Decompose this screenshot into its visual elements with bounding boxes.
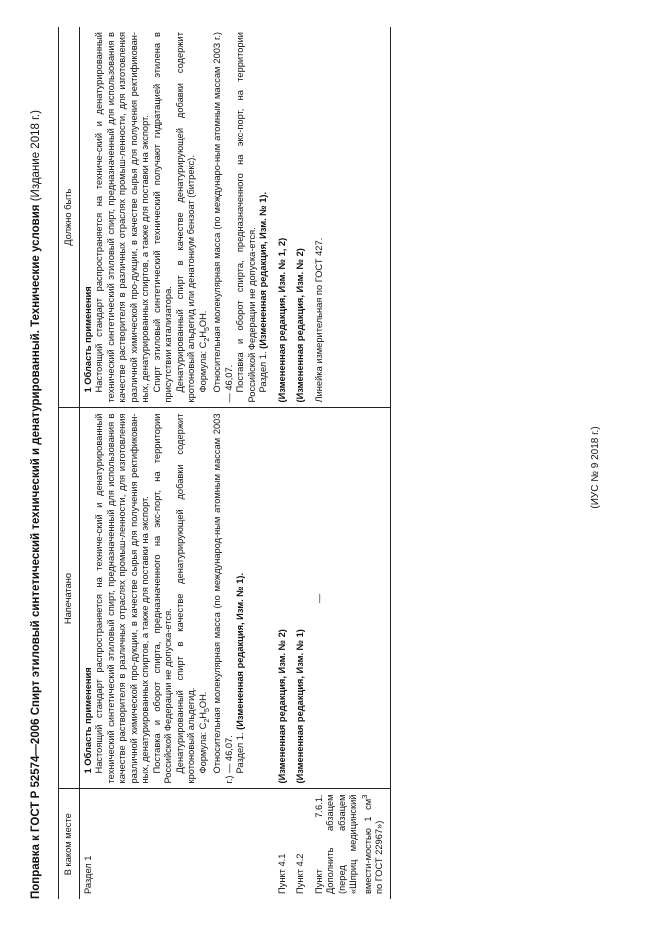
paragraph: Денатурированный спирт в качестве денатурирующей добавки содержит кротоновый альдегид. xyxy=(174,413,197,784)
paragraph: Денатурированный спирт в качестве денатурирующей добавки содержит кротоновый альдегид или денатониум бензоат (битрекс). xyxy=(174,32,197,403)
paragraph: Относительная молекулярная масса (по международ-ным атомным массам 2003 г.) — 46,07. xyxy=(212,413,234,784)
table-row xyxy=(292,27,311,899)
formula-subscript: 2 xyxy=(203,718,211,723)
cell-printed xyxy=(292,408,311,789)
cell-where xyxy=(292,789,311,899)
amendment-note: (Измененная редакция, Изм. № 2) xyxy=(276,629,287,784)
formula-subscript: 5 xyxy=(203,327,211,332)
table-row xyxy=(311,27,391,899)
formula-text: Формула: C xyxy=(197,722,208,774)
amendment-note: (Измененная редакция, Изм. № 2) xyxy=(295,248,306,403)
cell-where xyxy=(79,789,274,899)
amendment-note: (Измененная редакция, Изм. № 1). xyxy=(235,572,246,730)
corrected-text: Линейка измерительная по ГОСТ 427. xyxy=(313,237,324,403)
paragraph xyxy=(235,414,247,784)
amendment-table xyxy=(58,27,391,899)
amendment-note: (Измененная редакция, Изм. № 1, 2) xyxy=(276,237,287,403)
column-header-corrected: Должно быть xyxy=(59,27,80,408)
table-header-row xyxy=(59,27,80,899)
formula-text: H xyxy=(197,331,208,338)
where-text: Пункт 4.2 xyxy=(295,853,306,894)
paragraph: Настоящий стандарт распространяется на техниче-ский и денатурированный технический синтетический этиловый спирт, предназначенный для использования в качестве растворителя в различных отраслях промыш-ленности, для изготовления различной химической про-дукции, в качестве сырья для получения ректификован-ных, денатурированных спиртов, а также для поставки на экспорт. xyxy=(94,32,151,403)
cell-corrected xyxy=(79,27,274,408)
formula-text: H xyxy=(197,712,208,719)
where-text: Пункт 7.6.1. Дополнить абзацем (перед абзацем «Шприц медицинский вмести-мостью 1 см xyxy=(313,794,373,894)
formula-text: OH. xyxy=(197,691,208,709)
column-header-printed: Напечатано xyxy=(59,408,80,789)
source-reference: (ИУС № 9 2018 г.) xyxy=(590,426,601,509)
paragraph: Относительная молекулярная масса (по междунаро-ным атомным массам 2003 г.) — 46,07. xyxy=(212,32,234,403)
formula-text: Формула: C xyxy=(197,341,208,393)
formula-text: OH. xyxy=(197,310,208,328)
paragraph-text: Раздел 1. xyxy=(258,348,269,393)
cell-where xyxy=(274,789,293,899)
where-text: по ГОСТ 22967») xyxy=(374,820,385,894)
cell-printed xyxy=(79,408,274,789)
cell-corrected xyxy=(311,27,391,408)
formula-subscript: 5 xyxy=(203,708,211,713)
formula xyxy=(198,414,213,784)
amendment-note: (Измененная редакция, Изм. № 1) xyxy=(295,629,306,784)
paragraph: Настоящий стандарт распространяется на техниче-ский и денатурированный технический синтетический этиловый спирт, предназначенный для использования в качестве растворителя в различных отраслях промыш-ленности, для изготовления различной химической про-дукции, в качестве сырья для получения ректификован-ных, денатурированных спиртов, а также для поставки на экспорт. xyxy=(94,413,151,784)
empty-dash: — xyxy=(313,593,324,604)
table-row xyxy=(79,27,274,899)
section-heading: 1 Область применения xyxy=(82,286,93,393)
cell-where xyxy=(311,789,391,899)
superscript: 3 xyxy=(359,794,369,799)
cell-corrected xyxy=(292,27,311,408)
formula xyxy=(198,32,213,403)
table-row xyxy=(274,27,293,899)
cell-printed xyxy=(274,408,293,789)
paragraph-text: Раздел 1. xyxy=(235,729,246,774)
paragraph xyxy=(258,32,270,403)
amendment-note: (Измененная редакция, Изм. № 1). xyxy=(258,191,269,349)
column-header-where: В каком месте xyxy=(59,789,80,899)
cell-printed xyxy=(311,408,391,789)
paragraph: Спирт этиловый синтетический технический получают гидратацией этилена в присутствии катализатора. xyxy=(151,32,174,403)
section-heading: 1 Область применения xyxy=(82,667,93,774)
where-text: Пункт 4.1 xyxy=(276,853,287,894)
document-title xyxy=(30,19,42,899)
document-edition: (Издание 2018 г.) xyxy=(30,110,42,202)
formula-subscript: 2 xyxy=(203,337,211,342)
paragraph: Поставка и оборот спирта, предназначенного на экс-порт, на территории Российской Федерации не допуска-ется. xyxy=(151,413,174,784)
where-text: Раздел 1 xyxy=(82,855,93,894)
paragraph: Поставка и оборот спирта, предназначенного на экс-порт, на территории Российской Федерации не допуска-ется. xyxy=(235,32,257,403)
cell-corrected xyxy=(274,27,293,408)
document-title-main: Поправка к ГОСТ Р 52574—2006 Спирт этиловый синтетический технический и денатурированный. Технические условия xyxy=(30,204,42,899)
